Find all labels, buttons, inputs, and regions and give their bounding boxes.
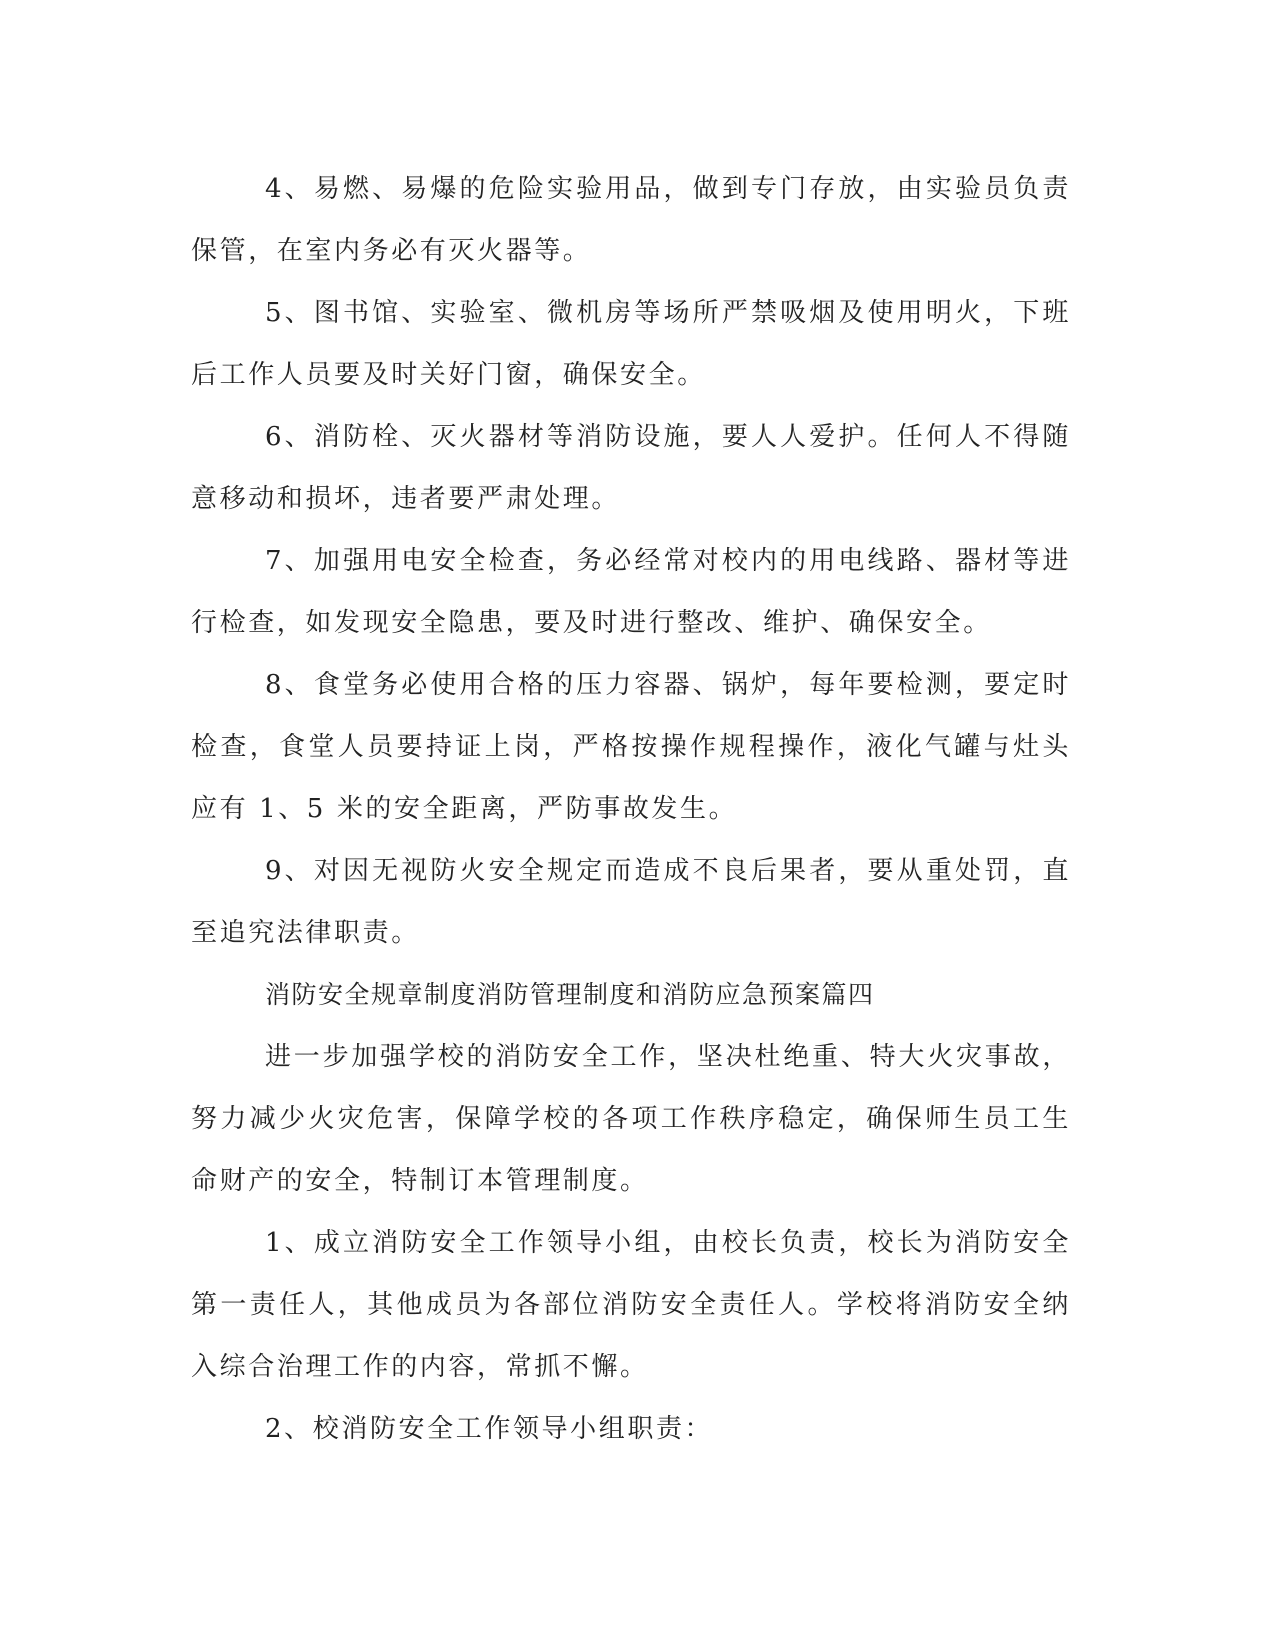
section-item-2: 2、校消防安全工作领导小组职责： bbox=[265, 1414, 714, 1444]
paragraph-item-9: 9、对因无视防火安全规定而造成不良后果者，要从重处罚，直至追究法律职责。 bbox=[191, 856, 1071, 948]
paragraph-item-6: 6、消防栓、灭火器材等消防设施，要人人爱护。任何人不得随意移动和损坏，违者要严肃处理。 bbox=[191, 422, 1071, 514]
document-body bbox=[191, 158, 1071, 1460]
paragraph-item-5: 5、图书馆、实验室、微机房等场所严禁吸烟及使用明火，下班后工作人员要及时关好门窗，确保安全。 bbox=[191, 298, 1071, 390]
paragraph-item-7: 7、加强用电安全检查，务必经常对校内的用电线路、器材等进行检查，如发现安全隐患，要及时进行整改、维护、确保安全。 bbox=[191, 546, 1071, 638]
paragraph-item-4: 4、易燃、易爆的危险实验用品，做到专门存放，由实验员负责保管，在室内务必有灭火器等。 bbox=[191, 174, 1071, 266]
paragraph-item-8: 8、食堂务必使用合格的压力容器、锅炉，每年要检测，要定时检查，食堂人员要持证上岗，严格按操作规程操作，液化气罐与灶头应有 1、5 米的安全距离，严防事故发生。 bbox=[191, 670, 1071, 824]
section-intro-paragraph: 进一步加强学校的消防安全工作，坚决杜绝重、特大火灾事故，努力减少火灾危害，保障学校的各项工作秩序稳定，确保师生员工生命财产的安全，特制订本管理制度。 bbox=[191, 1042, 1071, 1196]
section-item-1: 1、成立消防安全工作领导小组，由校长负责，校长为消防安全第一责任人，其他成员为各部位消防安全责任人。学校将消防安全纳入综合治理工作的内容，常抓不懈。 bbox=[191, 1228, 1071, 1382]
section-heading: 消防安全规章制度消防管理制度和消防应急预案篇四 bbox=[265, 980, 875, 1009]
